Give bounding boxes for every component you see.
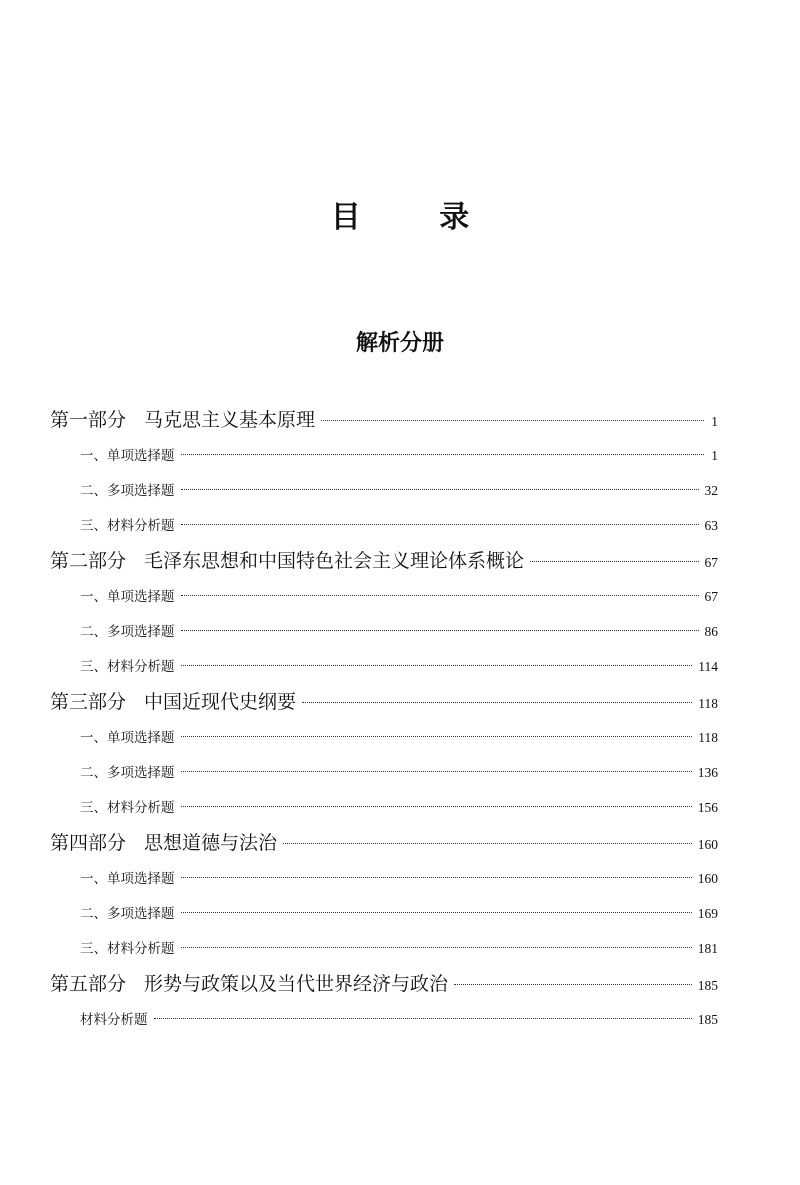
section-title: 三、材料分析题 <box>80 800 175 816</box>
dot-leader <box>181 947 692 948</box>
toc-section-4-1[interactable] <box>50 861 718 896</box>
section-title: 材料分析题 <box>80 1012 148 1028</box>
dot-leader <box>321 420 704 421</box>
section-title: 三、材料分析题 <box>80 518 175 534</box>
toc-section-1-1[interactable] <box>50 438 718 473</box>
page-number: 185 <box>697 978 718 993</box>
section-title: 三、材料分析题 <box>80 941 175 957</box>
page-number: 1 <box>711 414 718 429</box>
toc-section-3-1[interactable] <box>50 720 718 755</box>
section-title: 二、多项选择题 <box>80 765 175 781</box>
table-of-contents <box>50 402 718 1037</box>
page-number: 169 <box>697 906 718 921</box>
page-number: 1 <box>711 448 718 463</box>
section-title: 二、多项选择题 <box>80 624 175 640</box>
dot-leader <box>181 877 692 878</box>
section-title: 二、多项选择题 <box>80 483 175 499</box>
toc-part-3[interactable] <box>50 684 718 720</box>
page-number: 136 <box>697 765 718 780</box>
page-number: 86 <box>704 624 718 639</box>
page-number: 67 <box>704 589 718 604</box>
toc-section-1-2[interactable] <box>50 473 718 508</box>
toc-section-4-2[interactable] <box>50 896 718 931</box>
page-number: 114 <box>698 659 718 674</box>
page-number: 63 <box>704 518 718 533</box>
dot-leader <box>181 595 699 596</box>
toc-part-1[interactable] <box>50 402 718 438</box>
part-number: 第二部分 <box>50 550 127 572</box>
part-title: 思想道德与法治 <box>144 832 278 854</box>
dot-leader <box>181 454 705 455</box>
toc-section-3-2[interactable] <box>50 755 718 790</box>
toc-section-4-3[interactable] <box>50 931 718 966</box>
dot-leader <box>181 524 699 525</box>
toc-part-5[interactable] <box>50 966 718 1002</box>
page-number: 118 <box>698 730 718 745</box>
volume-title: 解析分册 <box>355 331 444 356</box>
part-title: 形势与政策以及当代世界经济与政治 <box>144 973 449 995</box>
section-title: 二、多项选择题 <box>80 906 175 922</box>
dot-leader <box>302 702 692 703</box>
dot-leader <box>283 843 692 844</box>
section-title: 一、单项选择题 <box>80 589 175 605</box>
page-title: 目 录 <box>330 200 504 235</box>
part-number: 第三部分 <box>50 691 127 713</box>
part-title: 马克思主义基本原理 <box>144 409 316 431</box>
toc-part-2[interactable] <box>50 543 718 579</box>
section-title: 一、单项选择题 <box>80 871 175 887</box>
part-title: 毛泽东思想和中国特色社会主义理论体系概论 <box>144 550 525 572</box>
toc-section-2-2[interactable] <box>50 614 718 649</box>
dot-leader <box>154 1018 692 1019</box>
page-number: 118 <box>698 696 718 711</box>
page-number: 67 <box>704 555 718 570</box>
dot-leader <box>454 984 692 985</box>
dot-leader <box>181 736 693 737</box>
dot-leader <box>181 665 693 666</box>
dot-leader <box>181 912 692 913</box>
part-number: 第一部分 <box>50 409 127 431</box>
toc-section-1-3[interactable] <box>50 508 718 543</box>
dot-leader <box>181 806 692 807</box>
part-number: 第五部分 <box>50 973 127 995</box>
page-number: 156 <box>697 800 718 815</box>
page-number: 160 <box>697 871 718 886</box>
dot-leader <box>181 630 699 631</box>
dot-leader <box>181 489 699 490</box>
dot-leader <box>181 771 692 772</box>
section-title: 一、单项选择题 <box>80 448 175 464</box>
part-title: 中国近现代史纲要 <box>144 691 297 713</box>
toc-section-2-1[interactable] <box>50 579 718 614</box>
toc-section-2-3[interactable] <box>50 649 718 684</box>
section-title: 一、单项选择题 <box>80 730 175 746</box>
page-number: 185 <box>697 1012 718 1027</box>
page-number: 181 <box>697 941 718 956</box>
page-number: 32 <box>704 483 718 498</box>
toc-section-3-3[interactable] <box>50 790 718 825</box>
page-number: 160 <box>697 837 718 852</box>
toc-section-5-1[interactable] <box>50 1002 718 1037</box>
toc-part-4[interactable] <box>50 825 718 861</box>
section-title: 三、材料分析题 <box>80 659 175 675</box>
dot-leader <box>530 561 698 562</box>
part-number: 第四部分 <box>50 832 127 854</box>
